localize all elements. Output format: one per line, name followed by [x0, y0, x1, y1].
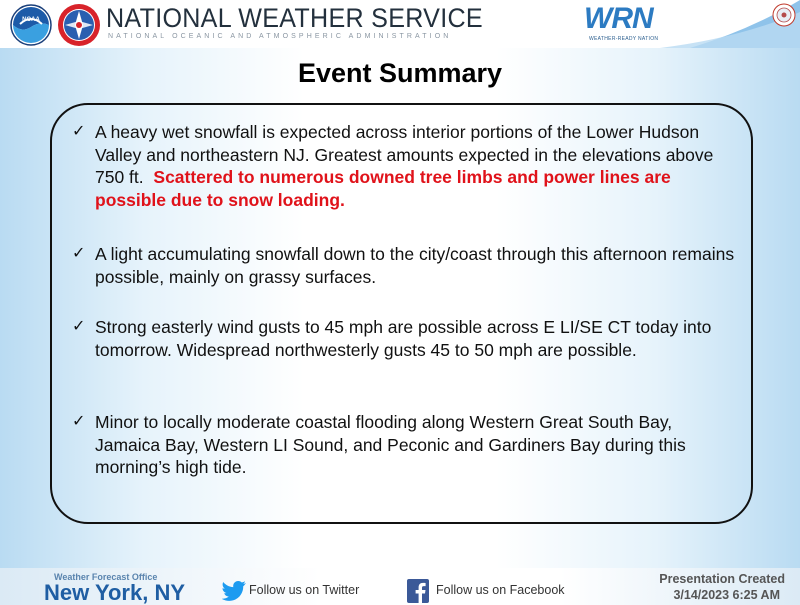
agency-subtitle: NATIONAL OCEANIC AND ATMOSPHERIC ADMINISTRATION [108, 33, 452, 40]
noaa-logo-icon [10, 4, 52, 46]
check-icon: ✓ [72, 318, 86, 335]
facebook-link[interactable]: Follow us on Facebook [436, 583, 565, 597]
check-icon: ✓ [72, 123, 86, 140]
bullet-text: Minor to locally moderate coastal flooding along Western Great South Bay, Jamaica Bay, Western LI Sound, and Peconic and Gardiners Bay during this morning’s high tide. [95, 412, 686, 477]
check-icon: ✓ [72, 245, 86, 262]
office-label: Weather Forecast Office [54, 572, 158, 582]
bullet-text: Strong easterly wind gusts to 45 mph are possible across E LI/SE CT today into tomorrow. Widespread northwesterly gusts 45 to 50 mph are possible. [95, 317, 712, 360]
bullet-text: A light accumulating snowfall down to the city/coast through this afternoon remains possible, mainly on grassy surfaces. [95, 244, 735, 287]
nws-logo-icon [57, 3, 101, 47]
page-title: Event Summary [297, 58, 503, 88]
agency-title: NATIONAL WEATHER SERVICE [106, 3, 483, 33]
header-swoosh-decoration [540, 0, 800, 48]
facebook-icon[interactable] [407, 579, 429, 603]
alert-text: Scattered to numerous downed tree limbs and power lines are possible due to snow loading. [95, 167, 671, 210]
noaa-logo-text: NOAA [22, 17, 40, 23]
created-label: Presentation Created [659, 572, 785, 586]
doc-seal-icon [772, 3, 796, 27]
bullet-text: A heavy wet snowfall is expected across interior portions of the Lower Hudson Valley and northeastern NJ. Greatest amounts expected in the elevations above 750 ft. Scattered to numerous downed tree limbs and power lines are possible due to snow loading. [95, 122, 714, 210]
office-name: New York, NY [44, 580, 186, 605]
wrn-logo: WRN [584, 2, 653, 35]
wrn-caption: WEATHER-READY NATION [589, 36, 659, 42]
twitter-link[interactable]: Follow us on Twitter [249, 583, 360, 597]
twitter-icon[interactable] [222, 580, 246, 602]
created-date: 3/14/2023 6:25 AM [673, 588, 780, 602]
check-icon: ✓ [72, 413, 86, 430]
